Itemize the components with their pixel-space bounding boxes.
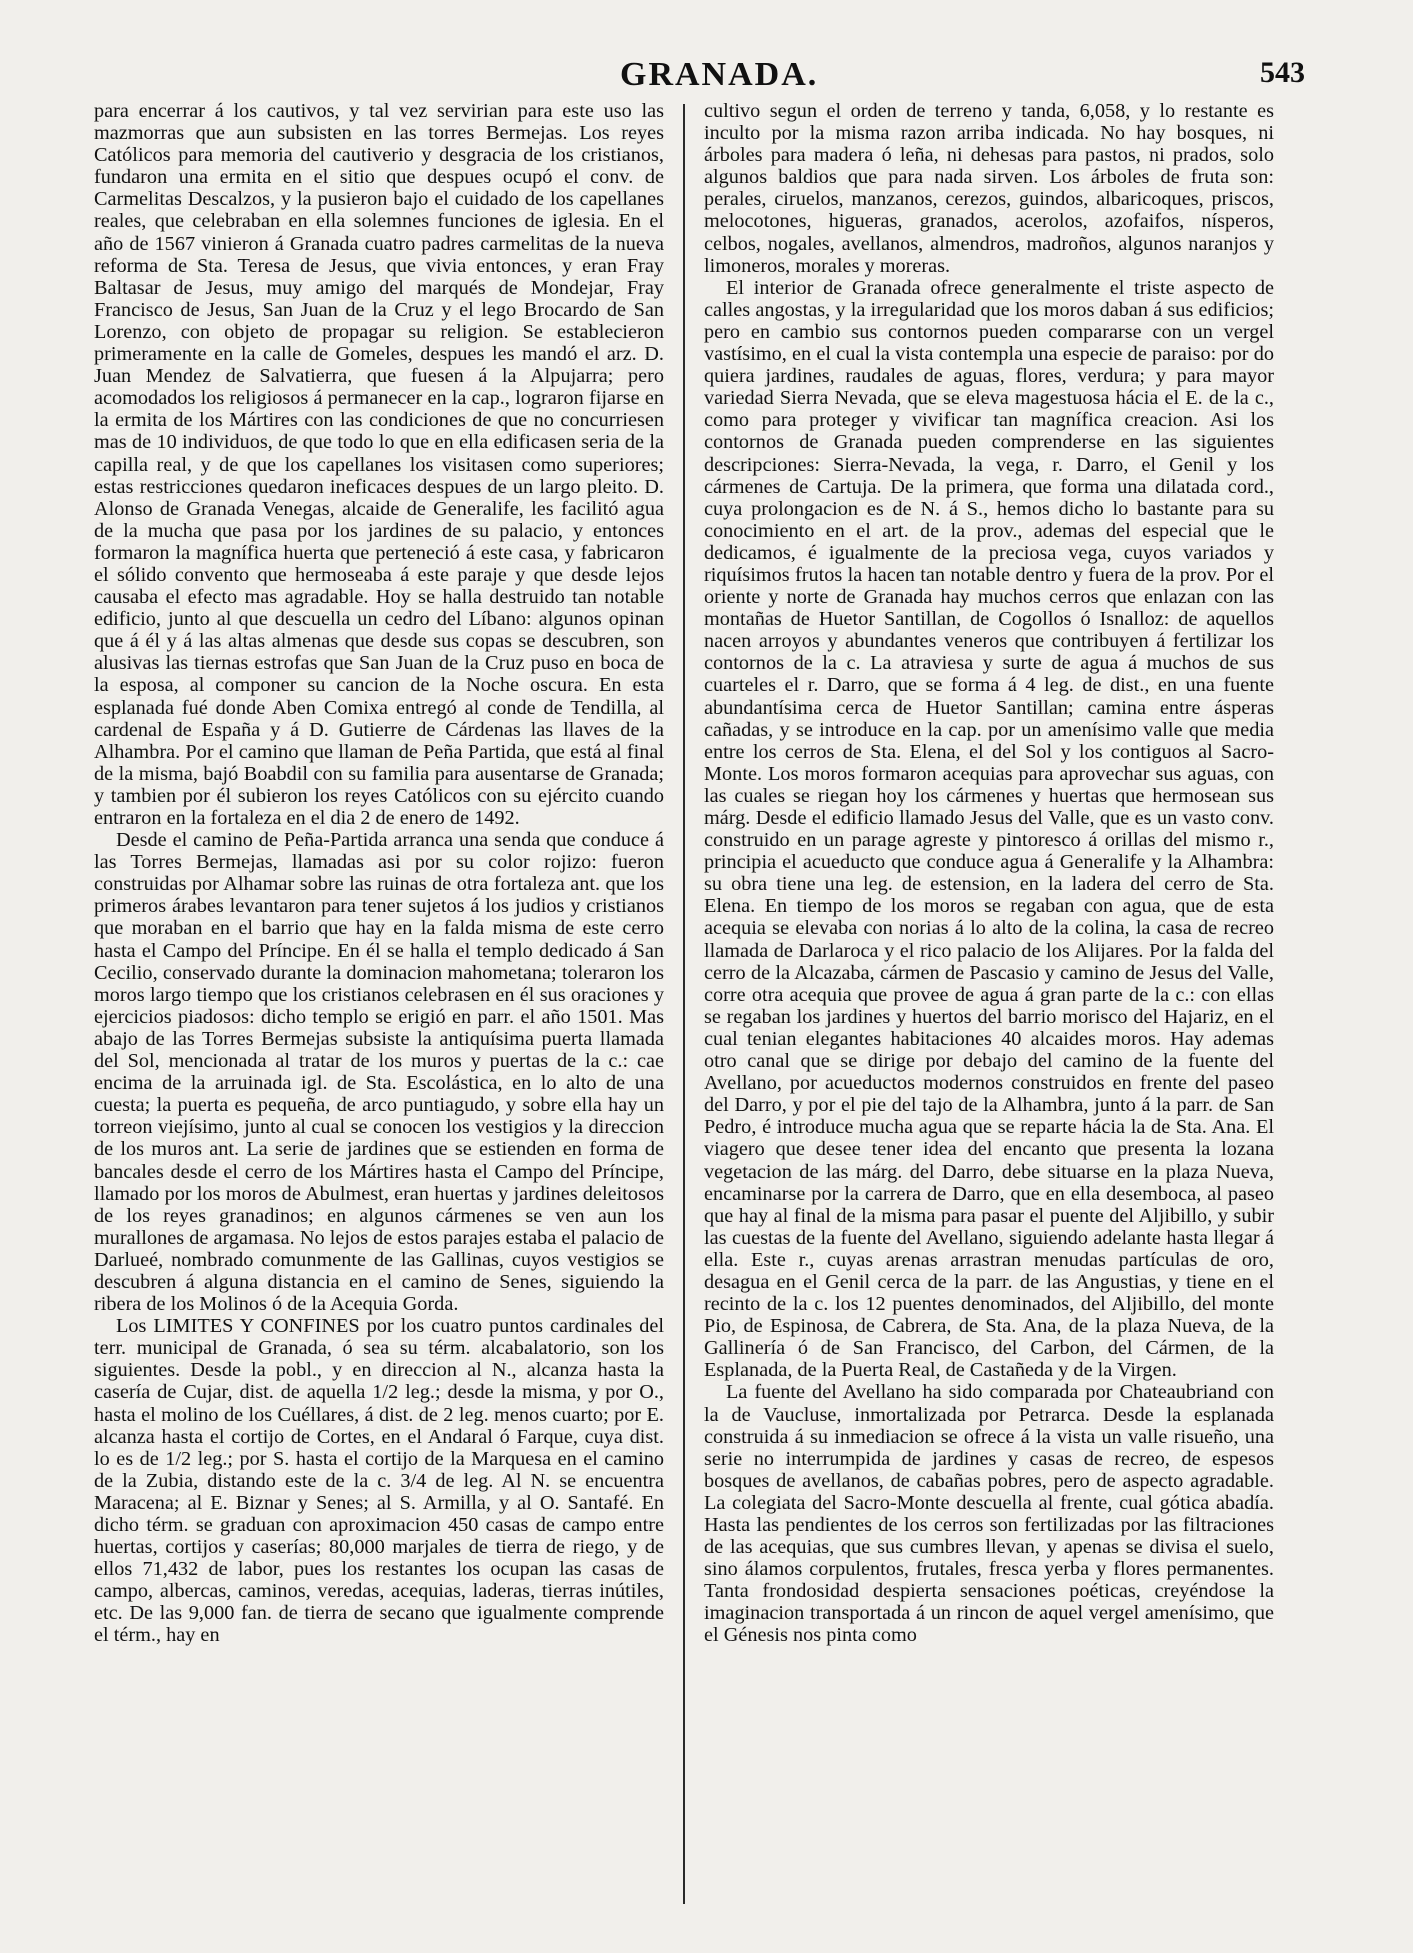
- paragraph: Los LIMITES Y CONFINES por los cuatro puntos cardinales del terr. municipal de Granada, ó sea su térm. alcabalatorio, son los siguientes. Desde la pobl., y en direccion al N., alcanza hasta la casería de Cujar, dist. de aquella 1/2 leg.; desde la misma, y por O., hasta el molino de los Cuéllares, á dist. de 2 leg. menos cuarto; por E. alcanza hasta el cortijo de Cortes, en el Andaral ó Farque, cuya dist. lo es de 1/2 leg.; por S. hasta el cortijo de la Marquesa en el camino de la Zubia, distando este de la c. 3/4 de leg. Al N. se encuentra Maracena; al E. Biznar y Senes; al S. Armilla, y al O. Santafé. En dicho térm. se graduan con aproximacion 450 casas de campo entre huertas, cortijos y caserías; 80,000 marjales de tierra de riego, y de ellos 71,432 de labor, pues los restantes los ocupan las casas de campo, albercas, caminos, veredas, acequias, laderas, tierras inútiles, etc. De las 9,000 fan. de tierra de secano que igualmente comprende el térm., hay en: [94, 1315, 664, 1647]
- right-column: [704, 100, 1274, 1910]
- paragraph: cultivo segun el orden de terreno y tanda, 6,058, y lo restante es inculto por la misma razon arriba indicada. No hay bosques, ni árboles para madera ó leña, ni dehesas para pastos, ni prados, solo algunos baldios que para nada sirven. Los árboles de fruta son: perales, ciruelos, manzanos, cerezos, guindos, albaricoques, priscos, melocotones, higueras, granados, acerolos, azofaifos, nísperos, celbos, nogales, avellanos, almendros, madroños, algunos naranjos y limoneros, morales y moreras.: [704, 100, 1274, 277]
- paragraph: La fuente del Avellano ha sido comparada por Chateaubriand con la de Vaucluse, inmortalizada por Petrarca. Desde la esplanada construida á su inmediacion se ofrece á la vista un valle risueño, una serie no interrumpida de jardines y casas de recreo, de espesos bosques de avellanos, de cabañas pobres, pero de aspecto agradable. La colegiata del Sacro-Monte descuella al frente, cual gótica abadía. Hasta las pendientes de los cerros son fertilizadas por las filtraciones de las acequias, que sus cumbres llevan, y apenas se divisa el suelo, sino álamos corpulentos, frutales, fresca yerba y flores permanentes. Tanta frondosidad despierta sensaciones poéticas, creyéndose la imaginacion transportada á un rincon de aquel vergel amenísimo, que el Génesis nos pinta como: [704, 1381, 1274, 1647]
- page-number: 543: [1260, 56, 1305, 89]
- paragraph: Desde el camino de Peña-Partida arranca una senda que conduce á las Torres Bermejas, llamadas asi por su color rojizo: fueron construidas por Alhamar sobre las ruinas de otra fortaleza ant. que los primeros árabes levantaron para tener sujetos á los judios y cristianos que moraban en el barrio que hay en la falda misma de este cerro hasta el Campo del Príncipe. En él se halla el templo dedicado á San Cecilio, conservado durante la dominacion mahometana; toleraron los moros largo tiempo que los cristianos celebrasen en él sus oraciones y ejercicios piadosos: dicho templo se erigió en parr. el año 1501. Mas abajo de las Torres Bermejas subsiste la antiquísima puerta llamada del Sol, mencionada al tratar de los muros y puertas de la c.: cae encima de la arruinada igl. de Sta. Escolástica, en lo alto de una cuesta; la puerta es pequeña, de arco puntiagudo, y sobre ella hay un torreon viejísimo, junto al cual se conocen los vestigios y la direccion de los muros ant. La serie de jardines que se estienden en forma de bancales desde el cerro de los Mártires hasta el Campo del Príncipe, llamado por los moros de Abulmest, eran huertas y jardines deleitosos de los reyes granadinos; en algunos cármenes se ven aun los murallones de argamasa. No lejos de estos parajes estaba el palacio de Darlueé, nombrado comunmente de las Gallinas, cuyos vestigios se descubren á alguna distancia en el camino de Senes, siguiendo la ribera de los Molinos ó de la Acequia Gorda.: [94, 829, 664, 1316]
- running-title: GRANADA.: [620, 56, 819, 93]
- left-column: [94, 100, 664, 1910]
- paragraph: para encerrar á los cautivos, y tal vez servirian para este uso las mazmorras que aun subsisten en las torres Bermejas. Los reyes Católicos para memoria del cautiverio y desgracia de los cristianos, fundaron una ermita en el sitio que despues ocupó el conv. de Carmelitas Descalzos, y la pusieron bajo el cuidado de los capellanes reales, que celebraban en ella solemnes funciones de iglesia. En el año de 1567 vinieron á Granada cuatro padres carmelitas de la nueva reforma de Sta. Teresa de Jesus, que vivia entonces, y eran Fray Baltasar de Jesus, muy amigo del marqués de Mondejar, Fray Francisco de Jesus, San Juan de la Cruz y el lego Brocardo de San Lorenzo, con objeto de propagar su religion. Se establecieron primeramente en la calle de Gomeles, despues les mandó el arz. D. Juan Mendez de Salvatierra, que fuesen á la Alpujarra; pero acomodados los religiosos á permanecer en la cap., lograron fijarse en la ermita de los Mártires con las condiciones de que no concurriesen mas de 10 individuos, de que todo lo que en ella edificasen seria de la capilla real, y de que los capellanes los visitasen como superiores; estas restricciones quedaron ineficaces despues de un largo pleito. D. Alonso de Granada Venegas, alcaide de Generalife, les facilitó agua de la mucha que pasa por los jardines de su palacio, y entonces formaron la magnífica huerta que perteneció á este casa, y fabricaron el sólido convento que hermoseaba á este paraje y que desde lejos causaba el efecto mas agradable. Hoy se halla destruido tan notable edificio, junto al que descuella un cedro del Líbano: algunos opinan que á él y á las altas almenas que desde sus copas se descubren, son alusivas las tiernas estrofas que San Juan de la Cruz puso en boca de la esposa, al componer su cancion de la Noche oscura. En esta esplanada fué donde Aben Comixa entregó al conde de Tendilla, al cardenal de España y á D. Gutierre de Cárdenas las llaves de la Alhambra. Por el camino que llaman de Peña Partida, que está al final de la misma, bajó Boabdil con su familia para ausentarse de Granada; y tambien por él subieron los reyes Católicos con su ejército cuando entraron en la fortaleza en el dia 2 de enero de 1492.: [94, 100, 664, 829]
- paragraph: El interior de Granada ofrece generalmente el triste aspecto de calles angostas, y la irregularidad que los moros daban á sus edificios; pero en cambio sus contornos pueden compararse con un vergel vastísimo, en el cual la vista contempla una especie de paraiso: por do quiera jardines, raudales de aguas, flores, verdura; y para mayor variedad Sierra Nevada, que se eleva magestuosa hácia el E. de la c., como para proteger y vivificar tan magnífica creacion. Asi los contornos de Granada pueden comprenderse en las siguientes descripciones: Sierra-Nevada, la vega, r. Darro, el Genil y los cármenes de Cartuja. De la primera, que forma una dilatada cord., cuya prolongacion es de N. á S., hemos dicho lo bastante para su conocimiento en el art. de la prov., ademas del especial que le dedicamos, é igualmente de la preciosa vega, cuyos variados y riquísimos frutos la hacen tan notable dentro y fuera de la prov. Por el oriente y norte de Granada hay muchos cerros que enlazan con las montañas de Huetor Santillan, de Cogollos ó Isnalloz: de aquellos nacen arroyos y abundantes veneros que contribuyen á fertilizar los contornos de la c. La atraviesa y surte de agua á muchos de sus cuarteles el r. Darro, que se forma á 4 leg. de dist., en una fuente abundantísima cerca de Huetor Santillan; camina entre ásperas cañadas, y se introduce en la cap. por un amenísimo valle que media entre los cerros de Sta. Elena, el del Sol y los contiguos al Sacro-Monte. Los moros formaron acequias para aprovechar sus aguas, con las cuales se riegan hoy los cármenes y huertas que hermosean sus márg. Desde el edificio llamado Jesus del Valle, que es un vasto conv. construido en un parage agreste y pintoresco á orillas del mismo r., principia el acueducto que conduce agua á Generalife y la Alhambra: su obra tiene una leg. de estension, en la ladera del cerro de Sta. Elena. En tiempo de los moros se regaban con agua, que de esta acequia se elevaba con norias á lo alto de la colina, la casa de recreo llamada de Darlaroca y el rico palacio de los Alijares. Por la falda del cerro de la Alcazaba, cármen de Pascasio y camino de Jesus del Valle, corre otra acequia que provee de agua á gran parte de la c.: con ellas se regaban los jardines y huertos del barrio morisco del Hajariz, en el cual tenian elegantes habitaciones 40 alcaides moros. Hay ademas otro canal que se dirige por debajo del camino de la fuente del Avellano, por acueductos modernos construidos en frente del paseo del Darro, y por el pie del tajo de la Alhambra, junto á la parr. de San Pedro, é introduce mucha agua que se reparte hácia la de Sta. Ana. El viagero que desee tener idea del encanto que presenta la lozana vegetacion de las márg. del Darro, debe situarse en la plaza Nueva, encaminarse por la carrera de Darro, que en ella desemboca, al paseo que hay al final de la misma para pasar el puente del Aljibillo, y subir las cuestas de la fuente del Avellano, siguiendo adelante hasta llegar á ella. Este r., cuyas arenas arrastran menudas partículas de oro, desagua en el Genil cerca de la parr. de las Angustias, y tiene en el recinto de la c. los 12 puentes denominados, del Aljibillo, del monte Pio, de Espinosa, de Cabrera, de Sta. Ana, de la plaza Nueva, de la Gallinería ó de San Francisco, del Carbon, del Cármen, de la Esplanada, de la Puerta Real, de Castañeda y de la Virgen.: [704, 276, 1274, 1382]
- column-divider: [683, 104, 685, 1904]
